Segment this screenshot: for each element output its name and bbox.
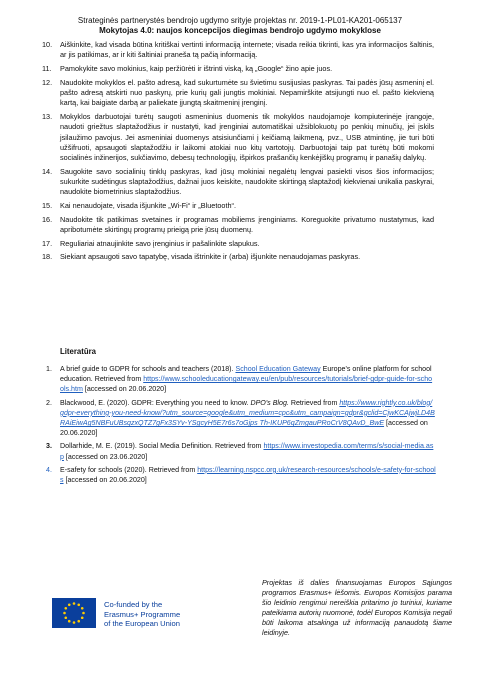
item-text: Aiškinkite, kad visada būtina kritiškai vertinti informaciją internete; visada reikia tikrinti, kas yra informacijos šaltinis, ar jis patikimas, ar ir kiti šaltiniai praneša tą pačią informaciją.	[60, 40, 434, 60]
eu-star-icon	[64, 616, 67, 619]
cofund-text	[104, 600, 214, 629]
reference-accessed: [accessed on 20.06.2020]	[82, 385, 167, 394]
project-subtitle: Mokytojas 4.0: naujos koncepcijos diegimas bendrojo ugdymo mokyklose	[99, 26, 381, 35]
item-number: 15.	[42, 201, 53, 211]
references-list	[46, 364, 436, 488]
item-text: Naudokite tik patikimas svetaines ir programas mobiliems įrenginiams. Koreguokite privatumo nustatymus, kad apribotumėte skirtingų programų prieigą prie jūsų duomenų.	[60, 214, 434, 235]
reference-text: Europe's online platform for school education. Retrieved from	[60, 365, 432, 384]
reference-url[interactable]: https://www.investopedia.com/terms/s/social-media.asp	[60, 442, 434, 461]
item-number: 10.	[42, 40, 53, 49]
eu-star-icon	[81, 616, 84, 619]
reference-text: Blackwood, E. (2020). GDPR: Everything you need to know.	[60, 398, 251, 407]
tips-list	[42, 40, 434, 266]
item-number: 14.	[42, 166, 53, 176]
item-text: Saugokite savo socialinių tinklų paskyras, kad jūsų mokiniai negalėtų lengvai pasiekti visos šios informacijos; sukurkite sudėtingus slaptažodžius, dažnai juos keiskite, naudokite skirtingą slaptažodį kiekvienai unikalia paskyrai, naudokite biometrinius slaptažodžius.	[60, 166, 434, 197]
item-number: 13.	[42, 111, 53, 121]
eu-star-icon	[64, 607, 67, 610]
item-number: 12.	[42, 77, 53, 87]
cofund-line: Erasmus+ Programme	[104, 609, 181, 619]
eu-star-icon	[68, 620, 71, 623]
item-text: Pamokykite savo mokinius, kaip peržiūrėti ir ištrinti viską, ką „Google“ žino apie juos.	[60, 63, 333, 73]
eu-star-icon	[82, 612, 85, 615]
item-text: Naudokite mokyklos el. pašto adresą, kad sukurtumėte su švietimu susijusias paskyras. Tai padės jūsų asmeninį el. pašto adresą atskirti nuo paskyrų, prie kurių gali jungtis mokiniai. Nepamirškite atsijungti nuo el. pašto kiekvieną kartą, kai baigiate darbą ar paliekate įjungtą skaitmeninį įrenginį.	[60, 77, 434, 108]
reference-item	[46, 465, 436, 485]
list-item	[42, 238, 434, 249]
reference-text: E-safety for schools (2020). Retrieved from	[60, 465, 198, 474]
cofund-line: of the European Union	[104, 619, 180, 628]
reference-url[interactable]: https://learning.nspcc.org.uk/research-resources/schools/e-safety-for-schools	[60, 465, 436, 485]
literature-heading: Literatūra	[60, 347, 96, 356]
list-item	[42, 63, 434, 74]
eu-star-icon	[68, 603, 71, 606]
item-number: 11.	[42, 63, 52, 73]
eu-flag-icon	[52, 598, 96, 628]
reference-text: Retrieved from	[288, 398, 340, 407]
item-text: Reguliariai atnaujinkite savo įrenginius ir pašalinkite slapukus.	[60, 238, 260, 248]
item-number: 16.	[42, 214, 53, 224]
reference-item	[46, 398, 436, 439]
eu-star-icon	[77, 620, 80, 623]
item-text: Kai nenaudojate, visada išjunkite „Wi-Fi“ ir „Bluetooth“.	[60, 201, 237, 211]
item-number: 18.	[42, 252, 53, 262]
reference-number: 1.	[46, 365, 52, 373]
reference-text: A brief guide to GDPR for schools and teachers (2018).	[60, 365, 236, 373]
reference-accessed: [accessed on 20.06.2020]	[63, 476, 147, 485]
list-item	[42, 201, 434, 211]
list-item	[42, 214, 434, 236]
item-text: Siekiant apsaugoti savo tapatybę, visada ištrinkite ir (arba) išjunkite nenaudojamas paskyras.	[60, 252, 361, 262]
item-number: 17.	[42, 238, 53, 248]
list-item	[42, 111, 434, 163]
reference-item	[46, 441, 436, 461]
reference-url[interactable]: https://www.schooleducationgateway.eu/en/pub/resources/tutorials/brief-gdpr-guide-for-schools.htm	[60, 375, 433, 394]
eu-star-icon	[77, 603, 80, 606]
funding-disclaimer: Projektas iš dalies finansuojamas Europos Sąjungos programos Erasmus+ lėšomis. Europos Komisijos parama šio leidinio rengimui nereiškia pritarimo jo turiniui, kuriame pateikiama autorių nuomonė, todėl Europos Komisija negali būti laikoma atsakinga už informaciją panaudotą šiame leidinyje.	[262, 578, 452, 637]
reference-accessed: [accessed on 23.06.2020]	[63, 452, 148, 461]
page-footer	[0, 570, 480, 670]
reference-text: Dollarhide, M. E. (2019). Social Media Definition. Retrieved from	[60, 442, 264, 451]
reference-italic: DPO's Blog.	[250, 398, 289, 407]
list-item	[42, 40, 434, 61]
list-item	[42, 166, 434, 198]
reference-item	[46, 364, 436, 395]
project-line: Strateginės partnerystės bendrojo ugdymo srityje projektas nr. 2019-1-PL01-KA201-065137	[77, 16, 403, 25]
cofund-line: Co-funded by the	[104, 600, 163, 609]
eu-star-icon	[73, 602, 76, 605]
eu-star-icon	[63, 612, 66, 615]
list-item	[42, 252, 434, 262]
reference-number: 4.	[46, 465, 52, 474]
eu-stars-icon	[52, 598, 96, 628]
eu-star-icon	[73, 621, 76, 624]
list-item	[42, 77, 434, 109]
reference-accessed: [accessed on 20.06.2020]	[60, 419, 428, 438]
eu-star-icon	[81, 607, 84, 610]
reference-number: 3.	[46, 442, 52, 451]
reference-link[interactable]: School Education Gateway	[235, 365, 321, 373]
document-header	[0, 16, 480, 36]
item-text: Mokyklos darbuotojai turėtų saugoti asmeninius duomenis tik mokyklos naudojamoje kompiuterinėje įrangoje, naudoti griežtus slaptažodžius ir nustatyti, kad įrenginiai automatiškai užsiblokuotų po penkių minučių, jei įskils jsilaužimo pavojus. Jei asmeniniai duomenys atsisiunčiami į keičiamą laikmeną, pvz., USB atmintinę, jie turi būti užšifruoti, apsaugoti slaptažodžiu ir laikomi atokiai nuo kitų vartotojų. Darbuotojai taip pat turėtų būti mokomi socialinės inžinerijos, sukčiavimo, debesų technologijų, išpirkos prašančių kenkėjiškų programų ir panašių dalykų.	[60, 111, 434, 163]
reference-url[interactable]: https://www.rightly.co.uk/blog/gdpr-everything-you-need-know/?utm_source=google&utm_medium=cpc&utm_campaign=gdpr&gclid=CjwKCAjwjLD4BRAiEiwAg5NBFuUBsqzxQTZ7gFx3SYv-YSgcyH5E7r6s7oGjps Th-IKUP6qZmgauPRoCrV8QAvD_BwE	[60, 398, 435, 428]
reference-number: 2.	[46, 398, 52, 407]
